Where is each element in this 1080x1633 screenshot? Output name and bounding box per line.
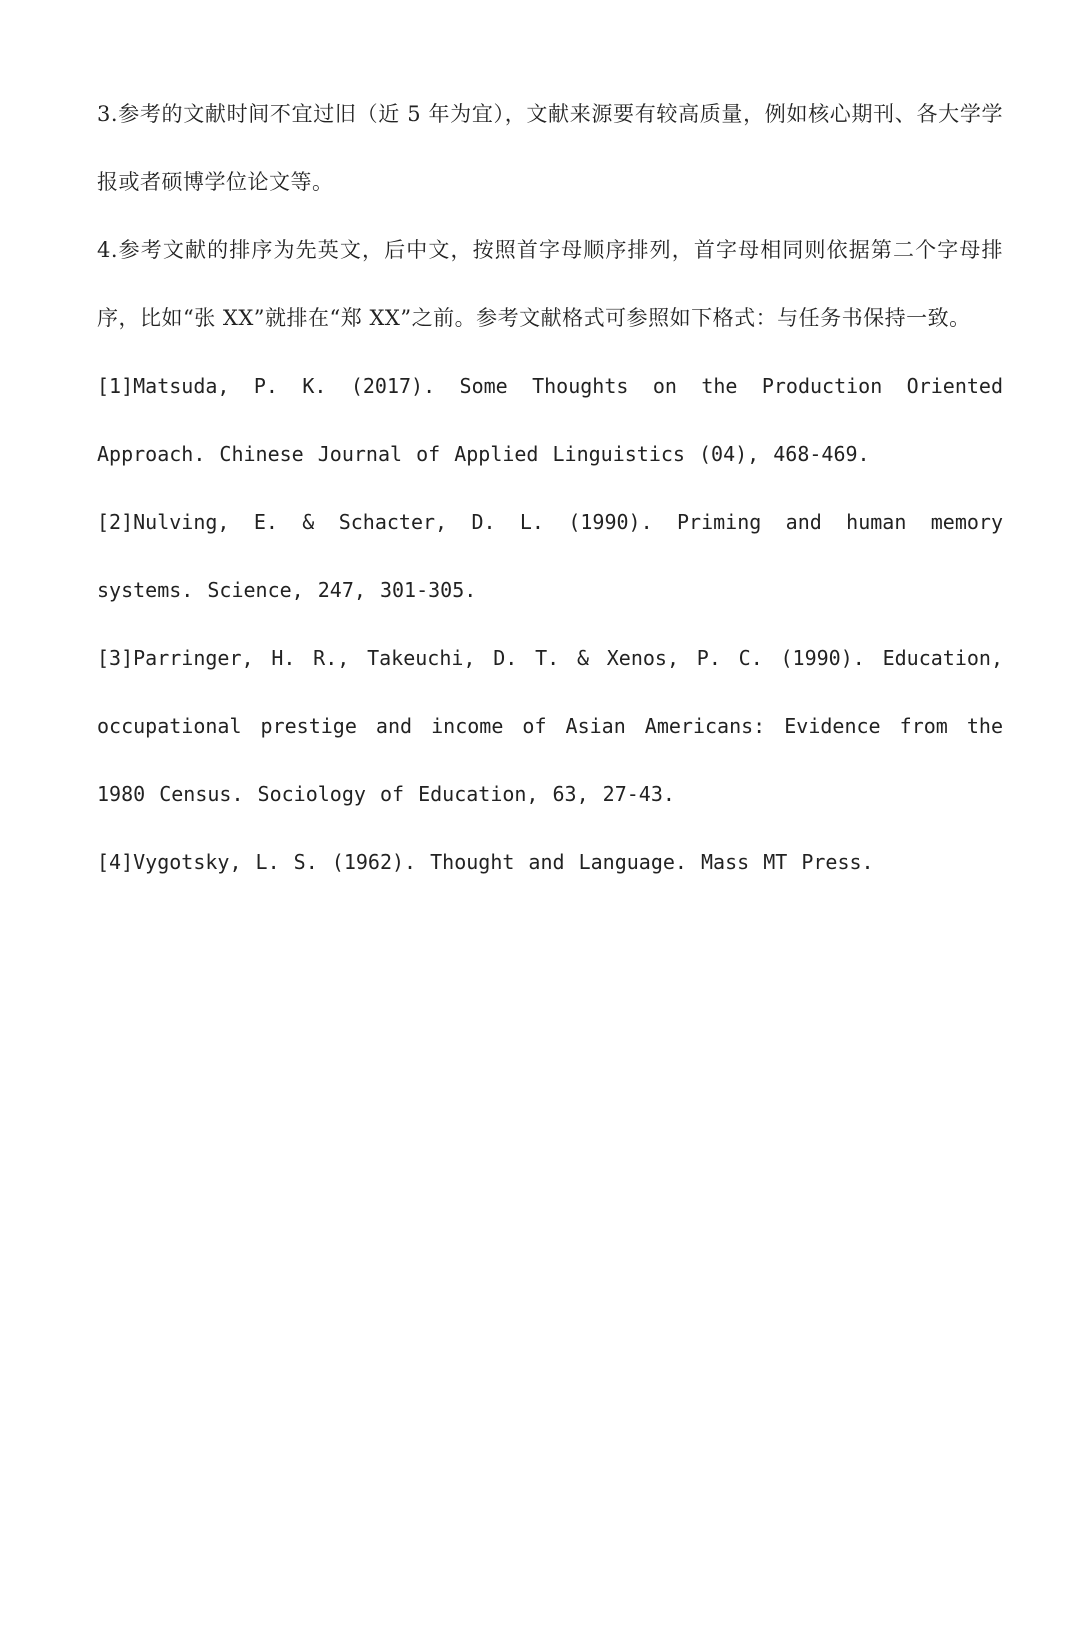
reference-item-3: [3]Parringer, H. R., Takeuchi, D. T. & Xenos, P. C. (1990). Education, occupational prestige and income of Asian Americans: Evidence from the 1980 Census. Sociology of Education, 63, 27-43.	[97, 646, 1003, 806]
reference-item-2: [2]Nulving, E. & Schacter, D. L. (1990). Priming and human memory systems. Science, 247, 301-305.	[97, 510, 1003, 602]
reference-item-4: [4]Vygotsky, L. S. (1962). Thought and Language. Mass MT Press.	[97, 850, 874, 874]
reference-item-1: [1]Matsuda, P. K. (2017). Some Thoughts on the Production Oriented Approach. Chinese Journal of Applied Linguistics (04), 468-469.	[97, 374, 1003, 466]
guideline-paragraph-3: 3.参考的文献时间不宜过旧（近 5 年为宜），文献来源要有较高质量，例如核心期刊、各大学学报或者硕博学位论文等。	[97, 102, 1003, 194]
document-body	[97, 80, 1003, 896]
guideline-paragraph-4: 4.参考文献的排序为先英文，后中文，按照首字母顺序排列，首字母相同则依据第二个字母排序，比如“张 XX”就排在“郑 XX”之前。参考文献格式可参照如下格式：与任务书保持一致。	[97, 238, 1003, 330]
